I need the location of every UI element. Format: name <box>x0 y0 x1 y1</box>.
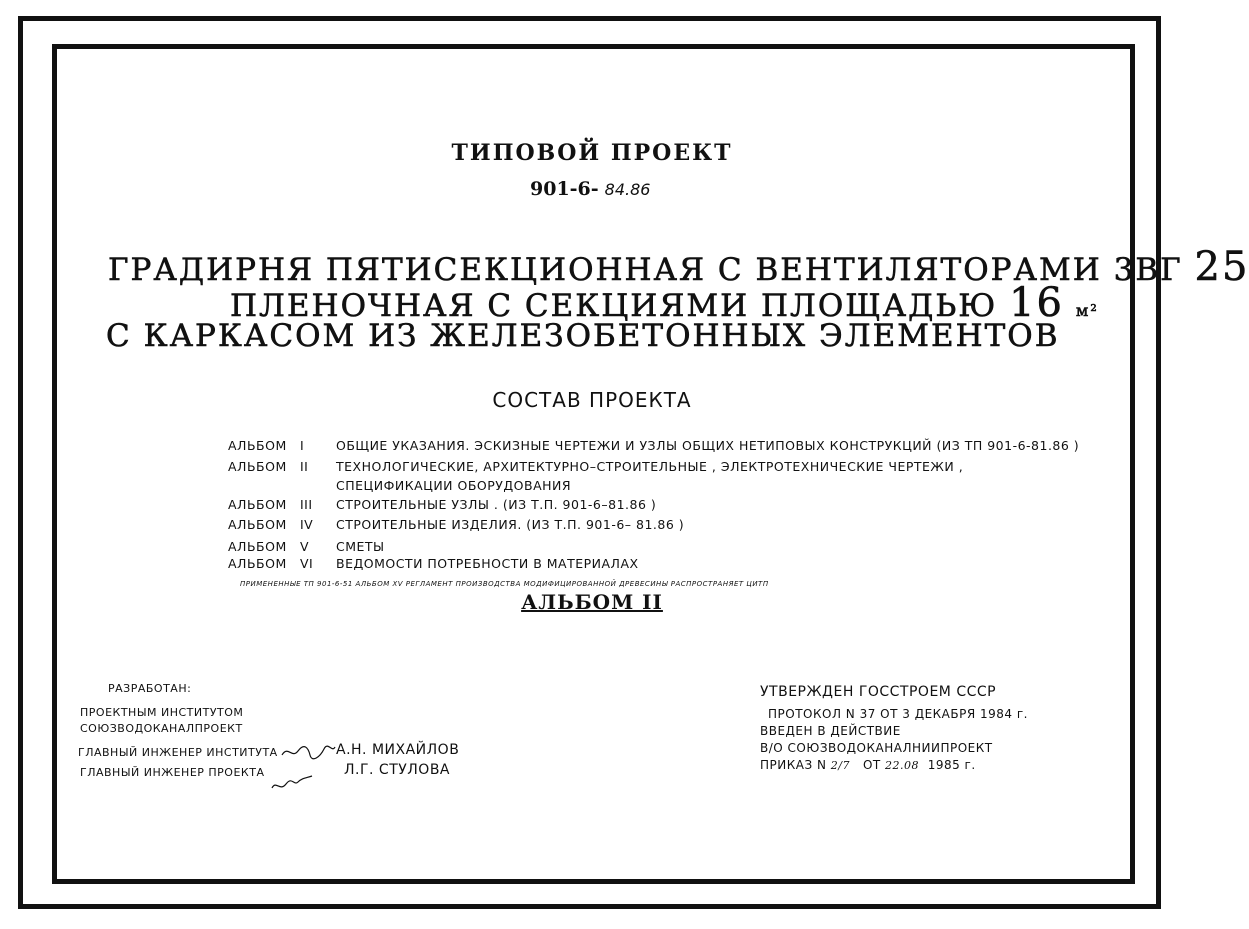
applied-projects-note: ПРИМЕНЕННЫЕ ТП 901-6-51 АЛЬБОМ XV РЕГЛАМЕНТ ПРОИЗВОДСТВА МОДИФИЦИРОВАННОЙ ДРЕВЕСИНЫ РАСПРОСТРАНЯЕТ ЦИТП <box>240 580 769 588</box>
album-number: I <box>300 438 305 453</box>
album-number: V <box>300 539 310 554</box>
album-label: АЛЬБОМ <box>228 438 287 453</box>
protocol-line: ПРОТОКОЛ N 37 ОТ 3 ДЕКАБРЯ 1984 г. <box>768 707 1028 721</box>
project-number <box>530 178 650 200</box>
album-label: АЛЬБОМ <box>228 556 287 571</box>
signature-stulova <box>270 774 314 794</box>
album-description: ТЕХНОЛОГИЧЕСКИЕ, АРХИТЕКТУРНО–СТРОИТЕЛЬНЫЕ , ЭЛЕКТРОТЕХНИЧЕСКИЕ ЧЕРТЕЖИ , <box>336 459 964 474</box>
chief-engineer-project-role: ГЛАВНЫЙ ИНЖЕНЕР ПРОЕКТА <box>80 766 265 779</box>
order-date-prefix: ОТ <box>862 758 881 772</box>
album-label: АЛЬБОМ <box>228 497 287 512</box>
title-line-1-number: 25 <box>1194 244 1249 290</box>
album-description: ОБЩИЕ УКАЗАНИЯ. ЭСКИЗНЫЕ ЧЕРТЕЖИ И УЗЛЫ ОБЩИХ НЕТИПОВЫХ КОНСТРУКЦИЙ (ИЗ ТП 901-6-81.86 ) <box>336 438 1080 453</box>
order-date: 22.08 <box>885 759 920 772</box>
project-number-prefix: 901-6- <box>530 178 599 200</box>
album-row-6 <box>0 556 1184 574</box>
album-row-5 <box>0 539 1184 557</box>
title-line-3: С КАРКАСОМ ИЗ ЖЕЛЕЗОБЕТОННЫХ ЭЛЕМЕНТОВ <box>106 318 1060 354</box>
album-description: СПЕЦИФИКАЦИИ ОБОРУДОВАНИЯ <box>336 478 572 493</box>
chief-engineer-institute-role: ГЛАВНЫЙ ИНЖЕНЕР ИНСТИТУТА <box>78 746 278 759</box>
album-number: III <box>300 497 313 512</box>
order-prefix: ПРИКАЗ N <box>760 758 827 772</box>
order-year: 1985 г. <box>927 758 976 772</box>
project-number-handwritten: 84.86 <box>604 180 651 199</box>
enacted-line: ВВЕДЕН В ДЕЙСТВИЕ <box>760 724 901 738</box>
developed-by-label: РАЗРАБОТАН: <box>108 682 192 695</box>
institute-line-2: СОЮЗВОДОКАНАЛПРОЕКТ <box>80 722 243 735</box>
album-label: АЛЬБОМ <box>228 459 287 474</box>
title-line-2-text: ПЛЕНОЧНАЯ С СЕКЦИЯМИ ПЛОЩАДЬЮ <box>230 288 998 324</box>
album-number: II <box>300 459 309 474</box>
current-album-label: АЛЬБОМ II <box>521 590 663 614</box>
sostav-heading: СОСТАВ ПРОЕКТА <box>492 388 692 412</box>
organization-line: В/О СОЮЗВОДОКАНАЛНИИПРОЕКТ <box>760 741 993 755</box>
album-description: СТРОИТЕЛЬНЫЕ ИЗДЕЛИЯ. (ИЗ Т.П. 901-6– 81.86 ) <box>336 517 685 532</box>
doc-type-heading: ТИПОВОЙ ПРОЕКТ <box>451 140 733 166</box>
title-line-1-text: ГРАДИРНЯ ПЯТИСЕКЦИОННАЯ С ВЕНТИЛЯТОРАМИ 3ВГ <box>108 252 1183 288</box>
order-line <box>760 758 976 772</box>
title-line-2-unit: м² <box>1075 301 1099 320</box>
album-number: VI <box>300 556 314 571</box>
album-description: ВЕДОМОСТИ ПОТРЕБНОСТИ В МАТЕРИАЛАХ <box>336 556 639 571</box>
chief-engineer-project-name: Л.Г. СТУЛОВА <box>344 762 451 778</box>
album-description: СМЕТЫ <box>336 539 385 554</box>
approval-line: УТВЕРЖДЕН ГОССТРОЕМ СССР <box>760 684 997 700</box>
album-row-1 <box>0 438 1184 456</box>
album-label: АЛЬБОМ <box>228 517 287 532</box>
signature-mikhailov <box>280 743 336 761</box>
current-album-heading <box>0 590 1184 614</box>
album-row-2-continued <box>0 478 1184 496</box>
album-row-4 <box>0 517 1184 535</box>
album-row-3 <box>0 497 1184 515</box>
order-number: 2/7 <box>830 759 850 772</box>
album-label: АЛЬБОМ <box>228 539 287 554</box>
album-row-2 <box>0 459 1184 477</box>
institute-line-1: ПРОЕКТНЫМ ИНСТИТУТОМ <box>80 706 244 719</box>
album-description: СТРОИТЕЛЬНЫЕ УЗЛЫ . (ИЗ Т.П. 901-6–81.86 ) <box>336 497 657 512</box>
chief-engineer-institute-name: А.Н. МИХАЙЛОВ <box>336 742 460 758</box>
album-number: IV <box>300 517 314 532</box>
title-line-2-number: 16 <box>1009 280 1065 326</box>
